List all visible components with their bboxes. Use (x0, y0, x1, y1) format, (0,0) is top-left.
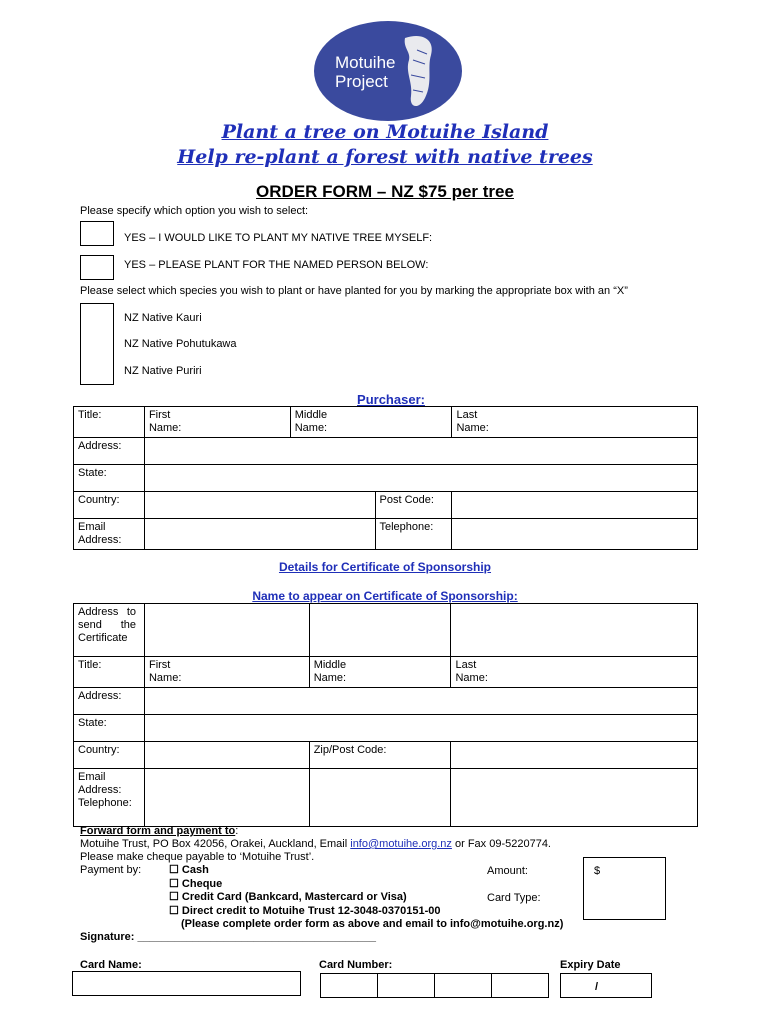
certificate-email-field-3[interactable] (451, 769, 698, 827)
amount-label: Amount: (487, 865, 528, 877)
species-kauri-checkbox[interactable] (80, 303, 114, 332)
headline-replant-forest: Help re-plant a forest with native trees (177, 146, 593, 168)
logo-text-2: Project (335, 72, 388, 91)
certificate-zip-label: Zip/Post Code: (309, 742, 451, 769)
purchaser-post-code-label: Post Code: (375, 492, 452, 519)
species-puriri-checkbox[interactable] (80, 357, 114, 385)
forward-address-line (80, 838, 680, 851)
forward-heading-line: Forward form and payment to: (80, 825, 239, 837)
forward-email-link[interactable]: info@motuihe.org.nz (350, 838, 452, 850)
card-type-field[interactable] (583, 888, 666, 920)
certificate-title-field[interactable] (74, 657, 145, 688)
certificate-address-field-1[interactable] (144, 604, 309, 657)
certificate-address-field-2[interactable] (309, 604, 451, 657)
headline-plant-tree: Plant a tree on Motuihe Island (221, 121, 549, 143)
card-name-label: Card Name: (80, 959, 142, 971)
certificate-country-field[interactable] (144, 742, 309, 769)
card-number-segment-3[interactable] (435, 974, 492, 997)
purchaser-middle-name-label: Middle Name: (294, 409, 328, 434)
purchaser-country-field[interactable] (144, 492, 375, 519)
certificate-first-name-label: First Name: (148, 659, 182, 684)
payment-method-cheque[interactable]: ☐ Cheque (169, 877, 223, 890)
payment-method-direct-credit[interactable]: ☐ Direct credit to Motuihe Trust 12-3048-0370151-00 (169, 904, 441, 917)
forward-cheque-note: Please make cheque payable to ‘Motuihe Trust’. (80, 851, 315, 863)
certificate-email-field-1[interactable] (144, 769, 309, 827)
purchaser-telephone-label: Telephone: (375, 519, 452, 550)
certificate-middle-name-field[interactable] (309, 657, 451, 688)
certificate-address-field-3[interactable] (451, 604, 698, 657)
purchaser-state-field[interactable] (144, 465, 697, 492)
purchaser-address-label: Address: (74, 438, 145, 465)
payment-method-cash[interactable]: ☐ Cash (169, 864, 209, 876)
option-plant-for-person-checkbox[interactable] (80, 255, 114, 280)
purchaser-state-label: State: (74, 465, 145, 492)
purchaser-middle-name-field[interactable] (290, 407, 452, 438)
certificate-state-field[interactable] (144, 715, 697, 742)
option-plant-myself-checkbox[interactable] (80, 221, 114, 246)
certificate-last-name-label: Last Name: (455, 659, 488, 684)
certificate-telephone-label: Telephone: (78, 797, 132, 809)
logo-text-1: Motuihe (335, 53, 396, 72)
amount-field[interactable] (583, 857, 666, 890)
purchaser-last-name-field[interactable] (452, 407, 698, 438)
certificate-first-name-field[interactable] (144, 657, 309, 688)
certificate-last-name-field[interactable] (451, 657, 698, 688)
card-number-segment-2[interactable] (378, 974, 435, 997)
order-form-title: ORDER FORM – NZ $75 per tree (256, 182, 514, 201)
certificate-table (73, 603, 698, 827)
certificate-address-field[interactable] (144, 688, 697, 715)
expiry-date-field[interactable] (560, 973, 652, 998)
option-plant-myself-label: YES – I WOULD LIKE TO PLANT MY NATIVE TREE MYSELF: (124, 232, 433, 244)
certificate-name-heading: Name to appear on Certificate of Sponsorship: (252, 589, 518, 603)
species-kauri-label: NZ Native Kauri (124, 312, 202, 324)
card-number-segment-4[interactable] (492, 974, 548, 997)
purchaser-telephone-field[interactable] (452, 519, 698, 550)
certificate-address-to-send-label (74, 604, 145, 657)
certificate-zip-field[interactable] (451, 742, 698, 769)
certificate-heading: Details for Certificate of Sponsorship (278, 560, 492, 574)
certificate-email-label: Email Address: (78, 771, 122, 796)
certificate-email-telephone-label (74, 769, 145, 827)
purchaser-email-field[interactable] (144, 519, 375, 550)
purchaser-address-field[interactable] (144, 438, 697, 465)
purchaser-title-label: Title: (78, 409, 102, 421)
species-pohutukawa-checkbox[interactable] (80, 330, 114, 358)
payment-by-label: Payment by: (80, 864, 142, 876)
payment-note: (Please complete order form as above and email to info@motuihe.org.nz) (181, 918, 564, 930)
certificate-middle-name-label: Middle Name: (313, 659, 347, 684)
purchaser-title-field[interactable] (74, 407, 145, 438)
purchaser-last-name-label: Last Name: (456, 409, 489, 434)
purchaser-first-name-field[interactable] (144, 407, 290, 438)
card-number-label: Card Number: (319, 959, 393, 971)
certificate-state-label: State: (74, 715, 145, 742)
purchaser-post-code-field[interactable] (452, 492, 698, 519)
card-name-field[interactable] (72, 971, 301, 996)
payment-method-credit-card[interactable]: ☐ Credit Card (Bankcard, Mastercard or Visa) (169, 891, 407, 903)
purchaser-email-label-text: Email Address: (78, 521, 122, 546)
purchaser-first-name-label: First Name: (148, 409, 182, 434)
species-puriri-label: NZ Native Puriri (124, 365, 202, 377)
card-type-label: Card Type: (487, 892, 541, 904)
forward-heading: Forward form and payment to (80, 825, 236, 837)
option-prompt: Please specify which option you wish to select: (80, 205, 309, 217)
species-pohutukawa-label: NZ Native Pohutukawa (124, 338, 237, 350)
card-number-segment-1[interactable] (321, 974, 378, 997)
purchaser-email-label (74, 519, 145, 550)
currency-symbol: $ (594, 865, 601, 877)
certificate-country-label: Country: (74, 742, 145, 769)
certificate-address-to-send-text: Address to send the Certificate (78, 606, 136, 644)
certificate-email-field-2[interactable] (309, 769, 451, 827)
species-prompt: Please select which species you wish to plant or have planted for you by marking the appropriate box with an “X” (80, 285, 628, 297)
forward-fax: or Fax 09-5220774. (451, 838, 551, 850)
purchaser-country-label: Country: (74, 492, 145, 519)
certificate-title-label: Title: (78, 659, 102, 671)
motuihe-project-logo (313, 20, 463, 122)
expiry-date-label: Expiry Date (560, 959, 621, 971)
purchaser-table (73, 406, 698, 550)
card-number-field[interactable] (320, 973, 549, 998)
certificate-address-label: Address: (74, 688, 145, 715)
option-plant-for-person-label: YES – PLEASE PLANT FOR THE NAMED PERSON BELOW: (124, 259, 429, 271)
signature-line[interactable]: Signature: _______________________________________ (80, 931, 377, 943)
purchaser-heading: Purchaser: (357, 392, 425, 407)
forward-address: Motuihe Trust, PO Box 42056, Orakei, Auckland, Email (80, 838, 351, 850)
expiry-separator: / (595, 981, 599, 993)
